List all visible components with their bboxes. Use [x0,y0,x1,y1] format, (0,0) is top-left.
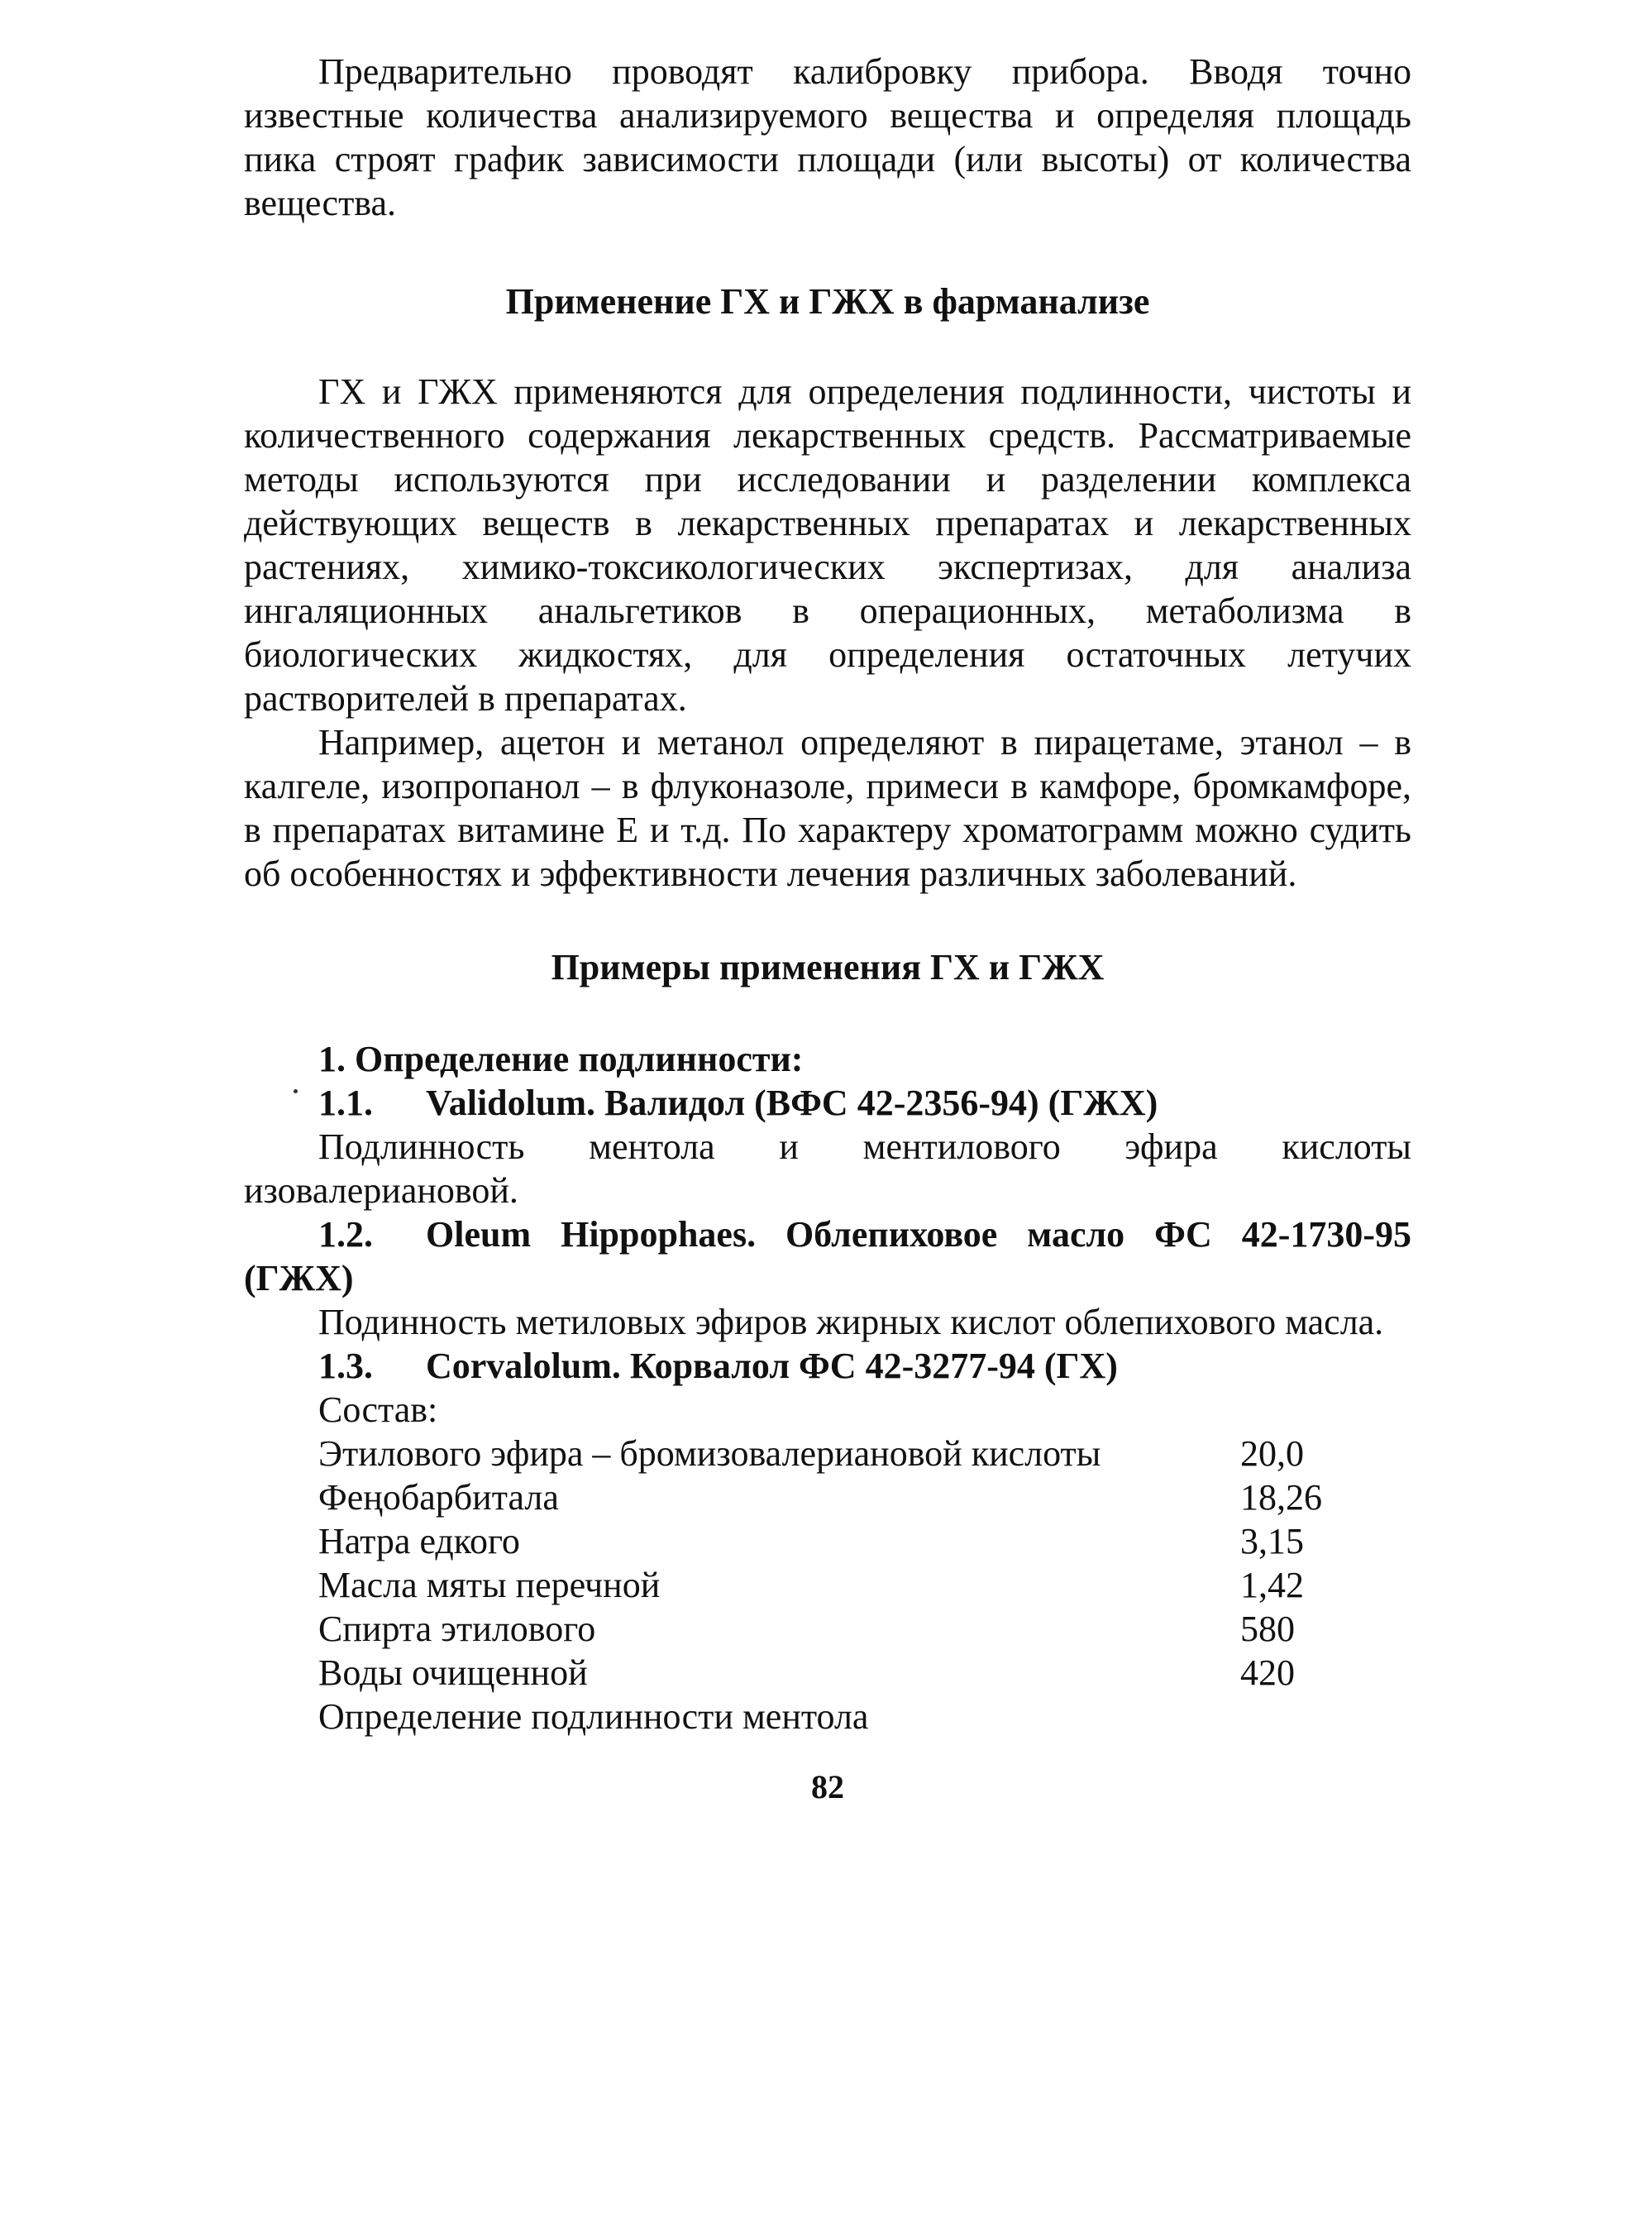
application-paragraph-2: Например, ацетон и метанол определяют в пирацетаме, этанол – в калгеле, изопропанол – в флуконазоле, примеси в камфоре, бромкамфоре, в препаратах витамине Е и т.д. По характеру хроматограмм можно судить об особенностях и эффективности лечения различных заболеваний. [244,722,1411,894]
composition-value: 420 [1240,1652,1295,1693]
subsection-1-3-heading: Corvalolum. Корвалол ФС 42-3277-94 (ГХ) [426,1346,1118,1386]
composition-value: 18,26 [1240,1477,1322,1518]
composition-value: 3,15 [1240,1521,1304,1561]
page-number: 82 [811,1768,844,1805]
subsection-1-1-title [244,1081,1411,1125]
composition-value: 1,42 [1240,1565,1304,1605]
composition-name: Масла мяты перечной [318,1565,661,1605]
subsection-1-2-text: Подинность метиловых эфиров жирных кислот облепихового масла. [318,1302,1384,1342]
composition-value: 580 [1240,1609,1295,1649]
composition-row [244,1651,1411,1695]
subsection-1-1-number: 1.1. [318,1083,373,1123]
composition-table [244,1432,1411,1695]
composition-row [244,1563,1411,1607]
composition-label: Состав: [318,1389,438,1430]
application-paragraph-1: ГХ и ГЖХ применяются для определения подлинности, чистоты и количественного содержания лекарственных средств. Рассматриваемые методы используются при исследовании и разделении комплекса действующих веществ в лекарственных препаратах и лекарственных растениях, химико-токсикологических экспертизах, для анализа ингаляционных анальгетиков в операционных, метаболизма в биологических жидкостях, для определения остаточных летучих растворителей в препаратах. [244,371,1411,719]
subsection-1-2-title [244,1212,1411,1300]
intro-paragraph: Предварительно проводят калибровку прибора. Вводя точно известные количества анализируемого вещества и определяя площадь пика строят график зависимости площади (или высоты) от количества вещества. [244,51,1411,223]
composition-name: Этилового эфира – бромизовалериановой кислоты [318,1433,1101,1474]
subsection-1-3-title [244,1344,1411,1388]
composition-name: Натра едкого [318,1521,520,1561]
composition-name: Феңобарбитала [318,1477,559,1518]
composition-value: 20,0 [1240,1433,1304,1474]
scan-speck [294,1089,298,1093]
composition-name: Воды очищенной [318,1652,588,1693]
heading-examples: Примеры применения ГХ и ГЖХ [551,947,1105,987]
subsection-1-1-heading: Validolum. Валидол (ВФС 42-2356-94) (ГЖХ) [426,1083,1158,1123]
composition-row [244,1475,1411,1519]
subsection-1-2-heading: Oleum Hippophaes. Облепиховое масло ФС 42-1730-95 (ГЖХ) [244,1214,1411,1298]
document-page [244,40,1411,1807]
subsection-1-1-text: Подлинность ментола и ментилового эфира кислоты изовалериановой. [244,1126,1411,1211]
composition-row [244,1432,1411,1475]
section-1-title: 1. Определение подлинности: [318,1039,804,1079]
heading-application: Применение ГХ и ГЖХ в фарманализе [505,281,1150,322]
composition-name: Спирта этилового [318,1609,596,1649]
subsection-1-2-number: 1.2. [318,1214,373,1255]
composition-row [244,1607,1411,1651]
subsection-1-3-number: 1.3. [318,1346,373,1386]
final-line: Определение подлинности ментола [318,1696,869,1737]
composition-row [244,1519,1411,1563]
